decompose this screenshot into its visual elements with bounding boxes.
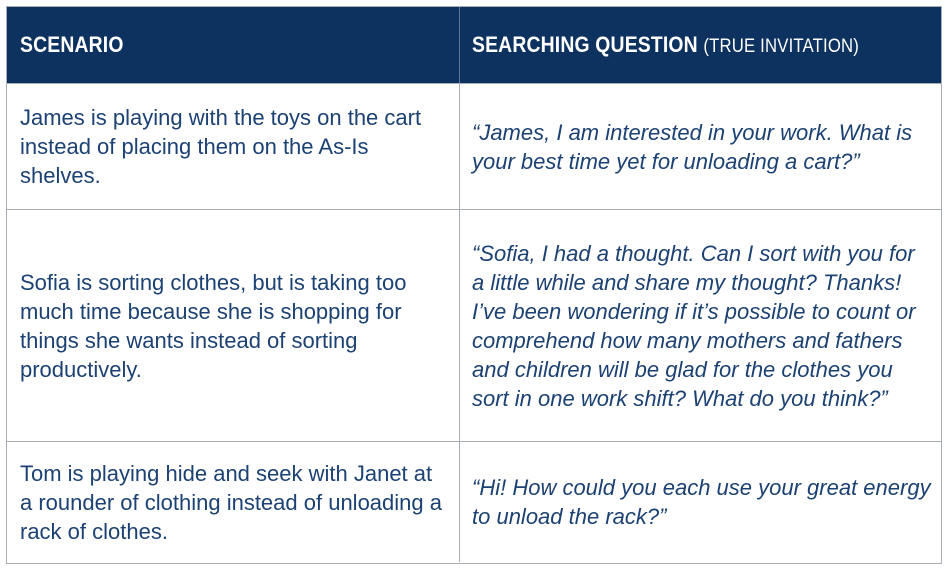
scenario-cell <box>7 442 460 562</box>
question-cell <box>460 84 941 209</box>
header-question-heading <box>472 32 859 58</box>
header-scenario-label: SCENARIO <box>20 32 124 57</box>
question-text: “Sofia, I had a thought. Can I sort with you for a little while and share my thought? Thanks! I’ve been wondering if it’s possible to count or comprehend how many mothers and fathers and children will be glad for the clothes you sort in one work shift? What do you think?” <box>472 240 916 411</box>
scenario-text: Sofia is sorting clothes, but is taking too much time because she is shopping for things she wants instead of sorting productively. <box>20 269 407 382</box>
scenario-cell <box>7 84 460 209</box>
header-cell-scenario <box>7 7 460 83</box>
table-row <box>7 83 941 209</box>
header-cell-question <box>460 7 941 83</box>
question-cell <box>460 210 941 441</box>
question-text: “Hi! How could you each use your great energy to unload the rack?” <box>472 475 931 529</box>
header-question-label: SEARCHING QUESTION <box>472 32 698 57</box>
scenario-cell <box>7 210 460 441</box>
header-question-sublabel: (TRUE INVITATION) <box>703 36 860 57</box>
scenario-text: Tom is playing hide and seek with Janet at a rounder of clothing instead of unloading a rack of clothes. <box>20 460 442 544</box>
question-text: “James, I am interested in your work. What is your best time yet for unloading a cart?” <box>472 119 913 174</box>
question-cell <box>460 442 941 562</box>
table-row <box>7 209 941 441</box>
table-header-row <box>7 7 941 83</box>
scenario-text: James is playing with the toys on the cart instead of placing them on the As-Is shelves. <box>20 105 422 188</box>
table-row <box>7 441 941 562</box>
scenario-question-table <box>6 6 942 564</box>
